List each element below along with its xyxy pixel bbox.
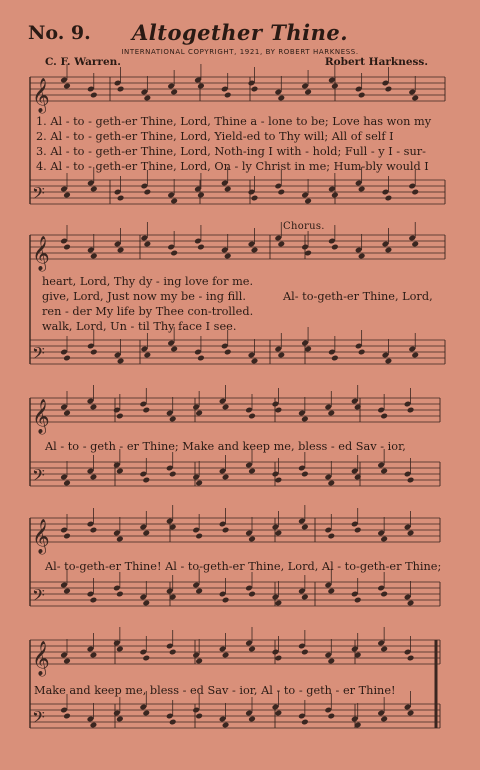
note-head	[327, 713, 335, 720]
note-head	[142, 477, 150, 484]
note-head	[301, 649, 309, 656]
note-head	[142, 655, 150, 662]
treble-clef: 𝄞	[32, 236, 50, 271]
lyricist-credit: C. F. Warren.	[45, 56, 121, 68]
chorus-label: Chorus.	[283, 221, 325, 232]
note-head	[301, 471, 309, 478]
note-head	[116, 591, 124, 598]
note-head	[385, 195, 393, 202]
chorus-line-2: Al - to - geth - er Thine; Make and keep me, bless - ed Sav - ior,	[45, 440, 406, 453]
note-head	[380, 468, 388, 475]
note-head	[195, 533, 203, 540]
note-head	[116, 716, 124, 723]
note-head	[222, 527, 230, 534]
note-head	[380, 646, 388, 653]
note-head	[248, 468, 256, 475]
note-head	[142, 407, 150, 414]
note-head	[90, 253, 98, 260]
note-head	[224, 92, 232, 99]
note-head	[407, 600, 415, 607]
note-head	[144, 189, 152, 196]
note-head	[63, 244, 71, 251]
bass-clef: 𝄢	[32, 465, 45, 489]
note-head	[116, 468, 124, 475]
note-head	[224, 253, 232, 260]
note-head	[275, 407, 283, 414]
verse-1-line-1: 1. Al - to - geth-er Thine, Lord, Thine a - lone to be; Love has won my	[36, 115, 432, 128]
note-head	[222, 652, 230, 659]
bass-clef: 𝄢	[32, 707, 45, 731]
note-head	[195, 713, 203, 720]
verse-4-line-1: 4. Al - to - geth-er Thine, Lord, On - ly Christ in me; Hum-bly would I	[36, 160, 429, 173]
note-head	[327, 410, 335, 417]
note-head	[251, 247, 259, 254]
chorus-line-4: Make and keep me, bless - ed Sav - ior, Al - to - geth - er Thine!	[34, 684, 396, 697]
note-head	[277, 95, 285, 102]
copyright-notice: INTERNATIONAL COPYRIGHT, 1921, BY ROBERT HARKNESS.	[121, 48, 359, 56]
note-head	[197, 244, 205, 251]
note-head	[407, 710, 415, 717]
note-head	[354, 597, 362, 604]
note-head	[301, 594, 309, 601]
note-head	[380, 413, 388, 420]
note-head	[116, 536, 124, 543]
note-head	[358, 349, 366, 356]
note-head	[195, 480, 203, 487]
note-head	[63, 713, 71, 720]
note-head	[327, 588, 335, 595]
note-head	[170, 250, 178, 257]
treble-clef: 𝄞	[32, 78, 50, 113]
note-head	[144, 352, 152, 359]
note-head	[407, 407, 415, 414]
note-head	[117, 195, 125, 202]
note-head	[380, 536, 388, 543]
treble-clef: 𝄞	[32, 519, 50, 554]
note-head	[358, 253, 366, 260]
note-head	[385, 247, 393, 254]
note-head	[90, 186, 98, 193]
note-head	[63, 588, 71, 595]
note-head	[407, 477, 415, 484]
note-head	[248, 716, 256, 723]
note-head	[63, 658, 71, 665]
note-head	[90, 474, 98, 481]
note-head	[63, 533, 71, 540]
verse-2-line-2: give, Lord, Just now my be - ing fill.	[42, 290, 246, 303]
note-head	[354, 527, 362, 534]
note-head	[144, 241, 152, 248]
bass-clef: 𝄢	[32, 343, 45, 367]
note-head	[358, 186, 366, 193]
note-head	[90, 527, 98, 534]
note-head	[222, 404, 230, 411]
note-head	[90, 92, 98, 99]
note-head	[63, 410, 71, 417]
note-head	[116, 646, 124, 653]
note-head	[275, 655, 283, 662]
note-head	[170, 89, 178, 96]
note-head	[304, 89, 312, 96]
verse-2-line-1: 2. Al - to - geth-er Thine, Lord, Yield-ed to Thy will; All of self I	[36, 130, 394, 143]
note-head	[63, 480, 71, 487]
hymn-title: Altogether Thine.	[131, 20, 349, 45]
note-head	[195, 410, 203, 417]
note-head	[248, 646, 256, 653]
note-head	[251, 358, 259, 365]
note-head	[117, 86, 125, 93]
note-head	[411, 95, 419, 102]
note-head	[63, 355, 71, 362]
note-head	[222, 597, 230, 604]
note-head	[277, 189, 285, 196]
note-head	[411, 189, 419, 196]
note-head	[224, 349, 232, 356]
note-head	[90, 597, 98, 604]
note-head	[251, 86, 259, 93]
verse-1-line-2: heart, Lord, Thy dy - ing love for me.	[42, 275, 254, 288]
note-head	[301, 416, 309, 423]
note-head	[142, 600, 150, 607]
note-head	[144, 95, 152, 102]
note-head	[195, 658, 203, 665]
note-head	[169, 471, 177, 478]
treble-clef: 𝄞	[32, 641, 50, 676]
note-head	[275, 710, 283, 717]
note-head	[169, 416, 177, 423]
note-head	[275, 600, 283, 607]
note-head	[195, 588, 203, 595]
note-head	[327, 658, 335, 665]
note-head	[90, 652, 98, 659]
note-head	[222, 474, 230, 481]
note-head	[117, 358, 125, 365]
note-head	[117, 247, 125, 254]
note-head	[248, 591, 256, 598]
note-head	[197, 83, 205, 90]
note-head	[63, 83, 71, 90]
note-head	[358, 92, 366, 99]
note-head	[385, 358, 393, 365]
verse-4-line-2: walk, Lord, Un - til Thy face I see.	[42, 320, 237, 333]
note-head	[169, 719, 177, 726]
note-head	[90, 349, 98, 356]
note-head	[301, 719, 309, 726]
verse-3-line-2: ren - der My life by Thee con-trolled.	[42, 305, 254, 318]
note-head	[304, 198, 312, 205]
note-head	[277, 241, 285, 248]
note-head	[407, 655, 415, 662]
note-head	[275, 477, 283, 484]
note-head	[142, 530, 150, 537]
note-head	[411, 241, 419, 248]
note-head	[170, 198, 178, 205]
note-head	[90, 722, 98, 729]
note-head	[275, 530, 283, 537]
note-head	[248, 413, 256, 420]
note-head	[222, 722, 230, 729]
verse-3-line-1: 3. Al - to - geth-er Thine, Lord, Noth-ing I with - hold; Full - y I - sur-	[36, 145, 426, 158]
note-head	[251, 195, 259, 202]
chorus-line-1: Al- to-geth-er Thine, Lord,	[283, 290, 433, 303]
note-head	[224, 186, 232, 193]
note-head	[327, 533, 335, 540]
note-head	[248, 536, 256, 543]
note-head	[301, 524, 309, 531]
note-head	[331, 244, 339, 251]
hymn-number: No. 9.	[28, 22, 91, 44]
note-head	[170, 346, 178, 353]
note-head	[90, 404, 98, 411]
bass-clef: 𝄢	[32, 183, 45, 207]
note-head	[277, 352, 285, 359]
note-head	[385, 86, 393, 93]
composer-credit: Robert Harkness.	[324, 56, 428, 68]
note-head	[116, 413, 124, 420]
note-head	[142, 710, 150, 717]
note-head	[380, 591, 388, 598]
note-head	[380, 716, 388, 723]
note-head	[411, 352, 419, 359]
note-head	[63, 192, 71, 199]
note-head	[197, 192, 205, 199]
bass-clef: 𝄢	[32, 585, 45, 609]
note-head	[169, 649, 177, 656]
note-head	[327, 480, 335, 487]
chorus-line-3: Al- to-geth-er Thine! Al - to-geth-er Thine, Lord, Al - to-geth-er Thine;	[45, 560, 442, 573]
note-head	[331, 355, 339, 362]
note-head	[407, 530, 415, 537]
note-head	[197, 355, 205, 362]
treble-clef: 𝄞	[32, 399, 50, 434]
